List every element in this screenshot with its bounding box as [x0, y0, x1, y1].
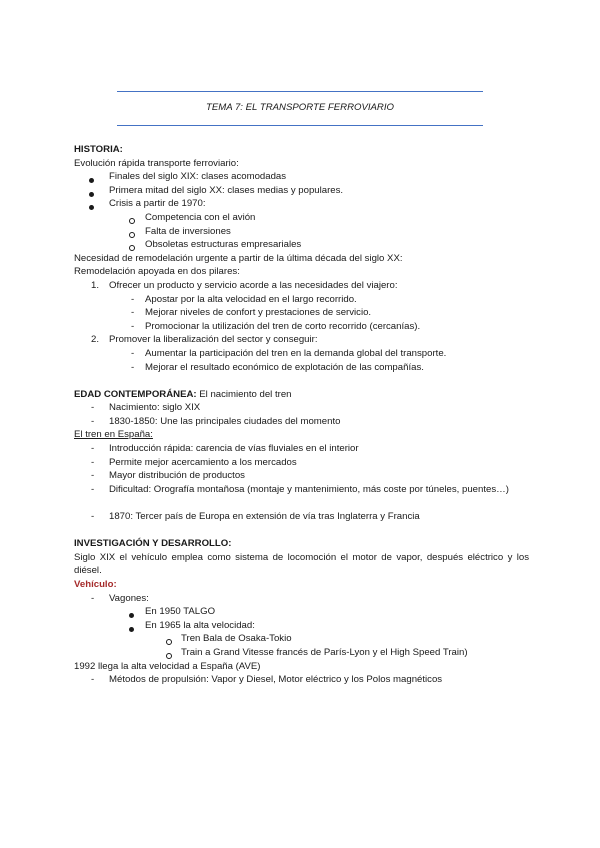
circle-bullet-icon [129, 232, 135, 238]
list-item: - 1870: Tercer país de Europa en extensión de vía tras Inglaterra y Francia [91, 511, 420, 523]
list-item: Tren Bala de Osaka-Tokio [74, 632, 529, 646]
header-rule-top [117, 91, 483, 92]
list-item: Train a Grand Vitesse francés de París-Lyon y el High Speed Train) [74, 646, 529, 660]
section-heading-investigacion: INVESTIGACIÓN Y DESARROLLO: [74, 538, 232, 550]
list-item: - 1830-1850: Une las principales ciudades del momento [91, 415, 341, 427]
section-heading-edad: EDAD CONTEMPORÁNEA: El nacimiento del tren [74, 388, 292, 400]
historia-pillars-intro: Remodelación apoyada en dos pilares: [74, 266, 240, 278]
list-item: Falta de inversiones [74, 225, 529, 239]
bullet-icon [89, 205, 94, 210]
historia-intro: Evolución rápida transporte ferroviario: [74, 157, 239, 169]
list-item: - Nacimiento: siglo XIX [91, 402, 201, 414]
list-item: Crisis a partir de 1970: [74, 197, 529, 211]
investigacion-ave: 1992 llega la alta velocidad a España (AVE) [74, 660, 261, 672]
bullet-icon [89, 178, 94, 183]
bullet-icon [129, 627, 134, 632]
circle-bullet-icon [129, 218, 135, 224]
subheading-spain: El tren en España: [74, 429, 153, 441]
header-rule-bottom [117, 125, 483, 126]
circle-bullet-icon [166, 653, 172, 659]
bullet-icon [89, 192, 94, 197]
numbered-item: 1. Ofrecer un producto y servicio acorde a las necesidades del viajero: [91, 279, 398, 291]
numbered-item: 2. Promover la liberalización del sector y conseguir: [91, 334, 318, 346]
list-item: - Vagones: [91, 592, 149, 604]
page-title: TEMA 7: EL TRANSPORTE FERROVIARIO [205, 102, 394, 113]
document-body [74, 143, 529, 687]
list-item: Primera mitad del siglo XX: clases medias y populares. [74, 184, 529, 198]
historia-need: Necesidad de remodelación urgente a partir de la última década del siglo XX: [74, 252, 403, 264]
section-heading-historia: HISTORIA: [74, 144, 123, 155]
list-item: - Métodos de propulsión: Vapor y Diesel, Motor eléctrico y los Polos magnéticos [91, 674, 443, 686]
list-item: - Promocionar la utilización del tren de corto recorrido (cercanías). [131, 320, 421, 332]
subheading-vehiculo: Vehículo: [74, 579, 117, 590]
list-item: - Mejorar el resultado económico de explotación de las compañías. [131, 361, 424, 373]
list-item: - Introducción rápida: carencia de vías fluviales en el interior [91, 443, 359, 455]
list-item: En 1965 la alta velocidad: [74, 619, 529, 633]
bullet-icon [129, 613, 134, 618]
list-item: - Dificultad: Orografía montañosa (montaje y mantenimiento, más coste por túneles, puentes…) [91, 483, 509, 495]
investigacion-paragraph: Siglo XIX el vehículo emplea como sistema de locomoción el motor de vapor, después eléctrico y los diésel. [74, 551, 529, 577]
list-item: - Mayor distribución de productos [91, 470, 245, 482]
circle-bullet-icon [129, 245, 135, 251]
list-item: - Aumentar la participación del tren en la demanda global del transporte. [131, 347, 447, 359]
list-item: - Permite mejor acercamiento a los mercados [91, 456, 297, 468]
circle-bullet-icon [166, 639, 172, 645]
list-item: Finales del siglo XIX: clases acomodadas [74, 170, 529, 184]
list-item: - Apostar por la alta velocidad en el largo recorrido. [131, 293, 357, 305]
list-item: En 1950 TALGO [74, 605, 529, 619]
list-item: - Mejorar niveles de confort y prestaciones de servicio. [131, 307, 372, 319]
list-item: Competencia con el avión [74, 211, 529, 225]
list-item: Obsoletas estructuras empresariales [74, 238, 529, 252]
